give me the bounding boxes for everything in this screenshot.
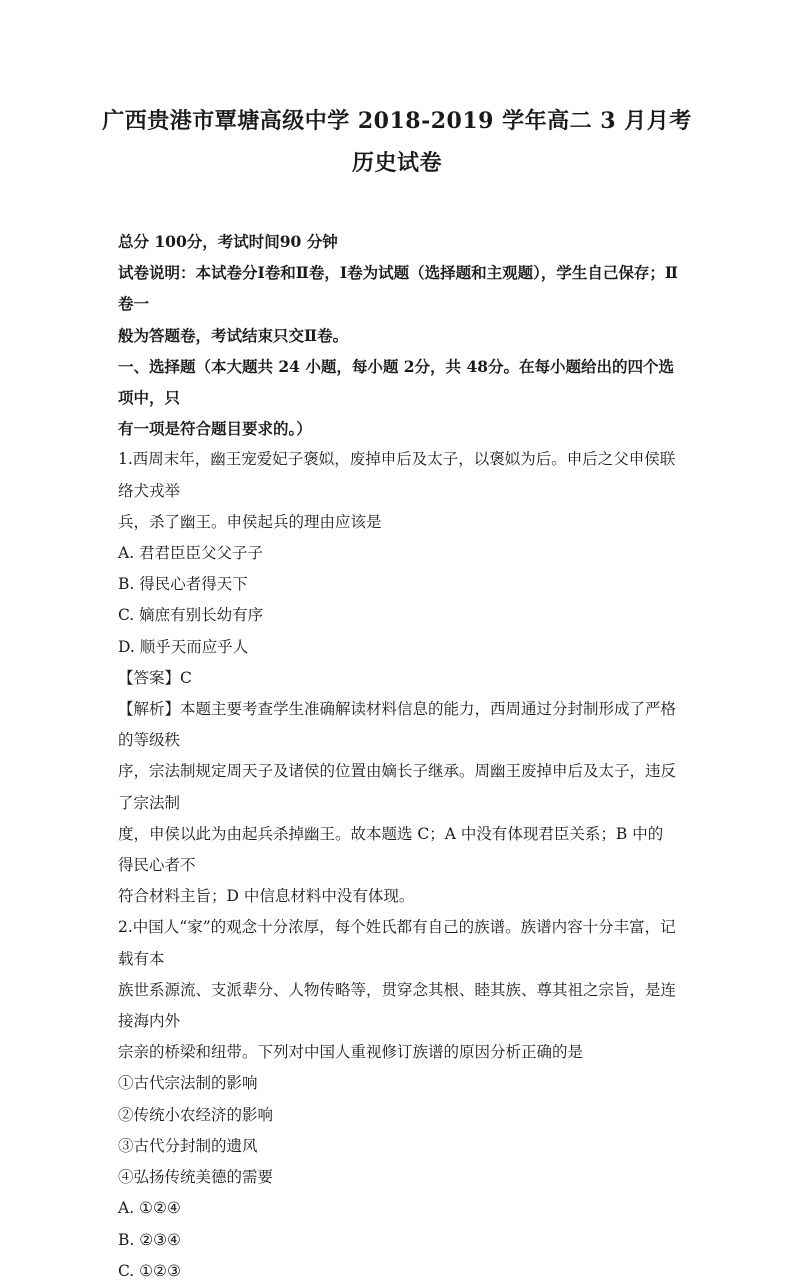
question-2-stem-1: 2.中国人“家”的观念十分浓厚，每个姓氏都有自己的族谱。族谱内容十分丰富，记载有本 [118, 918, 676, 968]
question-1-analysis-4: 符合材料主旨；D 中信息材料中没有体现。 [118, 887, 415, 906]
instructions-line-2: 般为答题卷，考试结束只交Ⅱ卷。 [118, 325, 349, 345]
question-1-option-d: D. 顺乎天而应乎人 [118, 637, 249, 656]
score-time-line: 总分 100分，考试时间90 分钟 [118, 232, 338, 251]
question-2-item-2: ②传统小农经济的影响 [118, 1105, 274, 1124]
question-2-option-c: C. ①②③ [118, 1261, 181, 1280]
exam-subtitle: 历史试卷 [351, 150, 442, 176]
question-2-option-b: B. ②③④ [118, 1230, 181, 1249]
question-1-option-b: B. 得民心者得天下 [118, 575, 248, 594]
question-1-option-c: C. 嫡庶有别长幼有序 [118, 606, 264, 625]
question-1-option-a: A. 君君臣臣父父子子 [118, 544, 264, 563]
section-heading-line-1: 一、选择题（本大题共 24 小题，每小题 2分，共 48分。在每小题给出的四个选项中，只 [118, 356, 675, 408]
question-1-stem-1: 1.西周末年，幽王宠爱妃子褒姒，废掉申后及太子，以褒姒为后。申后之父申侯联络犬戎举 [118, 450, 676, 500]
question-2-stem-2: 族世系源流、支派辈分、人物传略等，贯穿念其根、睦其族、尊其祖之宗旨，是连接海内外 [118, 980, 677, 1031]
instructions-line-1: 试卷说明：本试卷分Ⅰ卷和Ⅱ卷，Ⅰ卷为试题（选择题和主观题），学生自己保存；Ⅱ卷一 [118, 263, 678, 314]
question-1-analysis-2: 序，宗法制规定周天子及诸侯的位置由嫡长子继承。周幽王废掉申后及太子，违反了宗法制 [118, 762, 677, 812]
question-1-answer: 【答案】C [118, 668, 192, 687]
question-2-option-a: A. ①②④ [118, 1199, 181, 1218]
exam-title: 广西贵港市覃塘高级中学 2018-2019 学年高二 3 月月考 [102, 108, 692, 134]
question-1-analysis-3: 度，申侯以此为由起兵杀掉幽王。故本题选 C；A 中没有体现君臣关系；B 中的得民心者不 [118, 824, 664, 875]
section-heading-line-2: 有一项是符合题目要求的。） [118, 419, 312, 439]
question-2-item-1: ①古代宗法制的影响 [118, 1074, 258, 1093]
question-1-analysis-1: 【解析】本题主要考查学生准确解读材料信息的能力，西周通过分封制形成了严格的等级秩 [118, 700, 677, 750]
question-2-stem-3: 宗亲的桥梁和纽带。下列对中国人重视修订族谱的原因分析正确的是 [118, 1043, 584, 1062]
question-2-item-3: ③古代分封制的遗风 [118, 1136, 258, 1155]
question-1-stem-2: 兵，杀了幽王。申侯起兵的理由应该是 [118, 512, 382, 531]
question-2-item-4: ④弘扬传统美德的需要 [118, 1168, 274, 1187]
exam-content [118, 226, 678, 1287]
